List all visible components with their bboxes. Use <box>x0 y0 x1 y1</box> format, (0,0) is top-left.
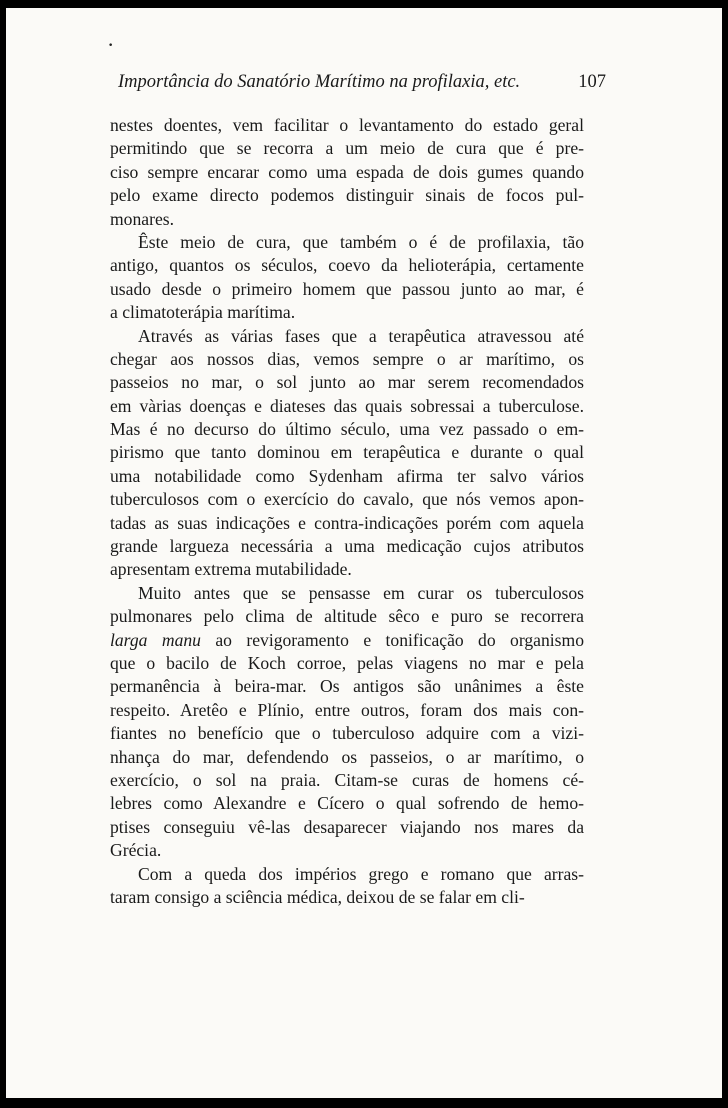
text-line: pelo exame directo podemos distinguir sinais de focos pul- <box>110 185 584 206</box>
text-line: permanência à beira-mar. Os antigos são unânimes a êste <box>110 676 584 697</box>
text-line: tadas as suas indicações e contra-indicações porém com aquela <box>110 512 584 533</box>
text-line: a climatoterápia marítima. <box>110 302 296 323</box>
text-line: ptises conseguiu vê-las desaparecer viajando nos mares da <box>110 816 584 837</box>
italic-phrase: larga manu <box>110 629 201 650</box>
text-line: Através as várias fases que a terapêutica atravessou até <box>138 325 584 346</box>
text-line: tuberculosos com o exercício do cavalo, que nós vemos apon- <box>110 489 584 510</box>
text-line: Muito antes que se pensasse em curar os tuberculosos <box>138 582 584 603</box>
page-number: 107 <box>578 72 606 92</box>
text-line: Grécia. <box>110 840 162 861</box>
text-line: nestes doentes, vem facilitar o levantamento do estado geral <box>110 115 584 135</box>
text-line: uma notabilidade como Sydenham afirma ter salvo vários <box>110 465 584 486</box>
text-line: grande largueza necessária a uma medicação cujos atributos <box>110 536 584 557</box>
text-line: usado desde o primeiro homem que passou junto ao mar, é <box>110 278 584 299</box>
text-line: taram consigo a sciência médica, deixou de se falar em cli- <box>110 886 525 907</box>
text-line: ciso sempre encarar como uma espada de dois gumes quando <box>110 161 584 182</box>
text-line: em vàrias doenças e diateses das quais sobressai a tuberculose. <box>110 395 584 416</box>
text-line: nhança do mar, defendendo os passeios, o ar marítimo, o <box>110 746 584 767</box>
scanned-page <box>6 8 722 1098</box>
text-line: lebres como Alexandre e Cícero o qual sofrendo de hemo- <box>110 793 584 814</box>
text-line: pirismo que tanto dominou em terapêutica e durante o qual <box>110 442 584 463</box>
text-line <box>110 629 584 652</box>
text-line: apresentam extrema mutabilidade. <box>110 559 352 580</box>
text-line: permitindo que se recorra a um meio de cura que é pre- <box>110 138 584 159</box>
text-line: Com a queda dos impérios grego e romano que arras- <box>138 863 584 884</box>
text-line: Mas é no decurso do último século, uma vez passado o em- <box>110 419 584 440</box>
text-line: antigo, quantos os séculos, coevo da helioterápia, certamente <box>110 255 584 276</box>
text-line: passeios no mar, o sol junto ao mar serem recomendados <box>110 372 584 393</box>
running-title: Importância do Sanatório Marítimo na profilaxia, etc. <box>118 72 521 92</box>
line-rest: ao revigoramento e tonificação do organismo <box>200 629 584 650</box>
text-line: que o bacilo de Koch corroe, pelas viagens no mar e pela <box>110 652 584 673</box>
text-line: chegar aos nossos dias, vemos sempre o ar marítimo, os <box>110 348 584 369</box>
text-line: exercício, o sol na praia. Citam-se curas de homens cé- <box>110 769 584 790</box>
text-line: respeito. Aretêo e Plínio, entre outros, foram dos mais con- <box>110 699 584 720</box>
text-line: fiantes no benefício que o tuberculoso adquire com a vizi- <box>110 723 584 744</box>
ink-dot: • <box>108 41 114 51</box>
text-line: monares. <box>110 208 175 229</box>
text-line: pulmonares pelo clima de altitude sêco e puro se recorrera <box>110 606 584 627</box>
text-line: Êste meio de cura, que também o é de profilaxia, tão <box>138 231 584 252</box>
running-header <box>118 72 606 100</box>
body-text <box>110 114 584 909</box>
